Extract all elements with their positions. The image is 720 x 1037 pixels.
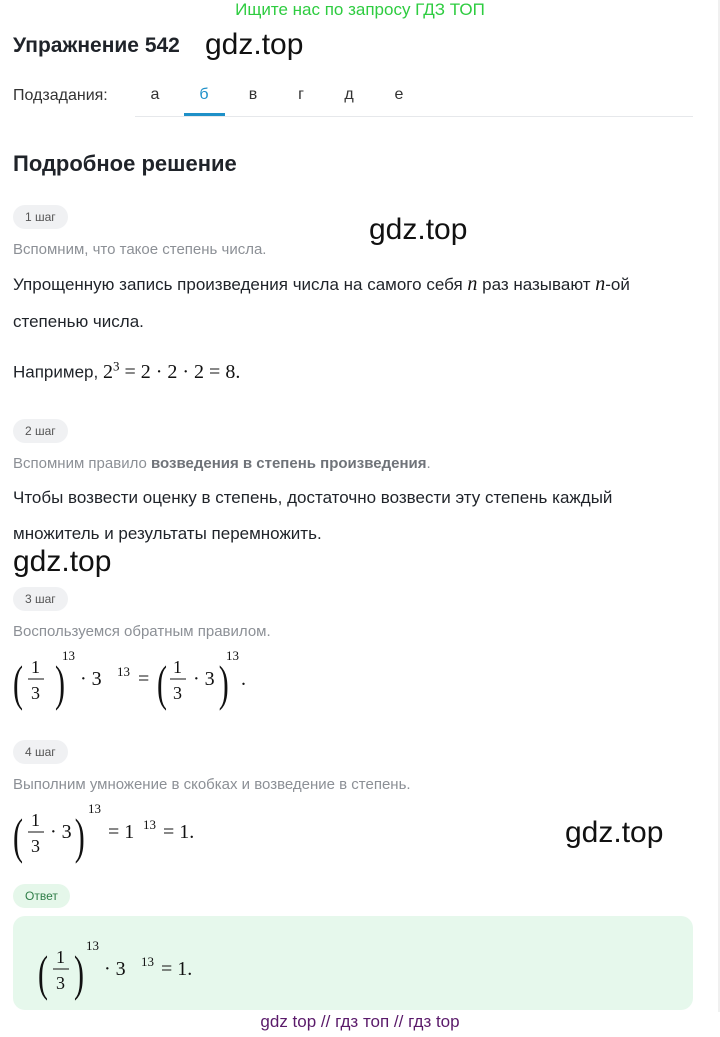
step-1-example: Например, $2^3 = 2 \cdot 2 \cdot 2 = 8$.: [13, 358, 241, 383]
step-2-badge: 2 шаг: [13, 419, 68, 443]
svg-text:): ): [74, 945, 84, 1001]
svg-text:): ): [74, 808, 85, 864]
svg-text:(: (: [13, 655, 23, 711]
answer-formula: [38, 933, 238, 1003]
step-1-hint: Вспомним, что такое степень числа.: [13, 241, 267, 258]
tab-g[interactable]: г: [298, 86, 304, 103]
variable-n: n: [595, 273, 606, 295]
svg-text:13: 13: [117, 664, 130, 679]
step-1-text-cont: степенью числа.: [13, 312, 144, 331]
svg-text:= 1: = 1: [108, 821, 135, 843]
section-title: Подробное решение: [13, 151, 237, 176]
variable-n: n: [467, 273, 478, 295]
watermark: gdz.top: [13, 545, 112, 578]
svg-text:1: 1: [173, 657, 182, 677]
svg-text:): ): [55, 655, 65, 711]
step-4-badge: 4 шаг: [13, 740, 68, 764]
svg-text:13: 13: [143, 817, 156, 832]
svg-text:· 3: · 3: [104, 958, 126, 980]
step-3-badge: 3 шаг: [13, 587, 68, 611]
answer-badge: Ответ: [13, 884, 70, 908]
svg-text:3: 3: [56, 973, 65, 993]
step-4-hint: Выполним умножение в скобках и возведение в степень.: [13, 776, 411, 793]
svg-text:· 3: · 3: [193, 668, 215, 690]
svg-text:13: 13: [141, 954, 154, 969]
step-1-badge: 1 шаг: [13, 205, 68, 229]
tab-e[interactable]: е: [394, 86, 404, 103]
svg-text:3: 3: [173, 683, 182, 703]
svg-text:= 1.: = 1.: [163, 821, 195, 843]
svg-text:(: (: [13, 808, 23, 864]
svg-text:= 1.: = 1.: [161, 958, 193, 980]
svg-text:· 3: · 3: [50, 821, 72, 843]
step-2-hint: Вспомним правило возведения в степень произведения.: [13, 455, 431, 472]
svg-text:1: 1: [56, 947, 65, 967]
example-formula: $2^3 = 2 \cdot 2 \cdot 2 = 8$.: [102, 358, 241, 383]
tab-v[interactable]: в: [248, 86, 258, 103]
step-2-text-1: Чтобы возвести оценку в степень, достаточно возвести эту степень каждый: [13, 488, 613, 507]
search-banner: Ищите нас по запросу ГДЗ ТОП: [235, 0, 485, 19]
svg-text:.: .: [241, 668, 246, 690]
svg-text:(: (: [157, 655, 167, 711]
subtask-tabs: [135, 78, 693, 117]
svg-text:1: 1: [31, 810, 40, 830]
watermark: gdz.top: [565, 816, 664, 849]
svg-text:3: 3: [31, 836, 40, 856]
svg-text:· 3: · 3: [80, 668, 102, 690]
step-3-formula: [13, 643, 273, 713]
svg-text:): ): [218, 655, 229, 711]
svg-text:3: 3: [31, 683, 40, 703]
tab-b[interactable]: б: [199, 86, 209, 103]
step-3-hint: Воспользуемся обратным правилом.: [13, 623, 271, 640]
page-title: Упражнение 542: [13, 34, 180, 57]
svg-text:13: 13: [62, 648, 75, 663]
step-4-formula: [13, 796, 243, 866]
svg-text:1: 1: [31, 657, 40, 677]
subtasks-label: Подзадания:: [13, 87, 108, 104]
watermark: gdz.top: [205, 28, 304, 61]
svg-text:(: (: [38, 945, 48, 1001]
footer-links: gdz top // гдз топ // гдз top: [260, 1012, 460, 1031]
step-1-text: Упрощенную запись произведения числа на самого себя n раз называют n-ой: [13, 273, 630, 295]
svg-text:=: =: [138, 668, 150, 690]
active-tab-indicator: [184, 113, 225, 116]
step-2-text-2: множитель и результаты перемножить.: [13, 524, 322, 543]
tab-d[interactable]: д: [344, 86, 354, 103]
svg-text:13: 13: [88, 801, 101, 816]
tab-a[interactable]: а: [150, 86, 160, 103]
svg-text:13: 13: [226, 648, 239, 663]
watermark: gdz.top: [369, 213, 468, 246]
svg-text:13: 13: [86, 938, 99, 953]
